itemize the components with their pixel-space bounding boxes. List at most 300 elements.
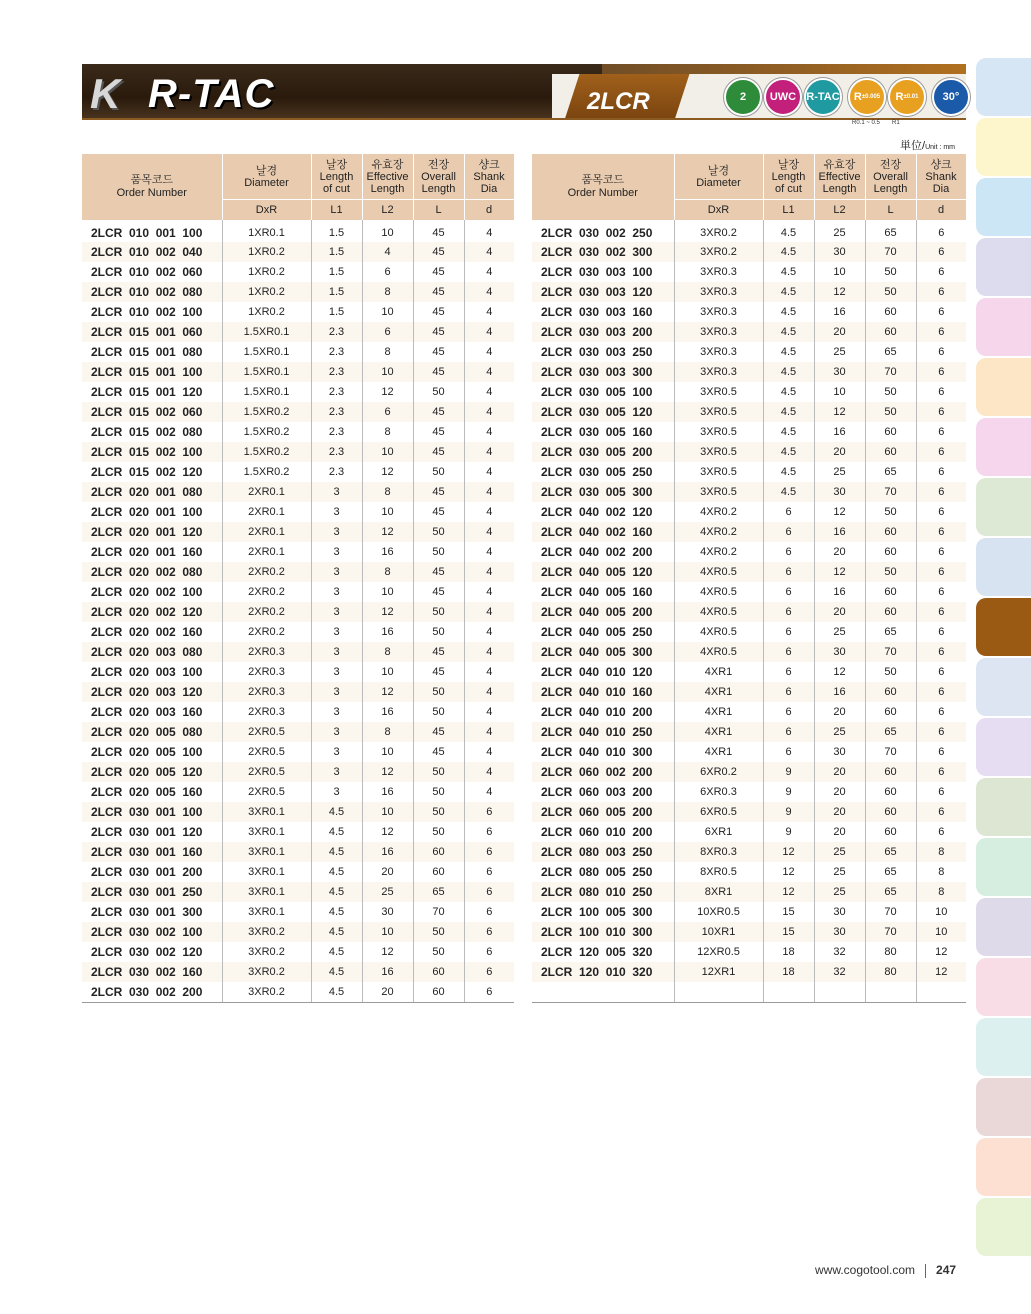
shank-dia-cell: 6 bbox=[938, 666, 945, 678]
table-row bbox=[82, 582, 514, 602]
spec-table-left bbox=[82, 154, 515, 1003]
diameter-cell: 3XR0.3 bbox=[674, 342, 763, 362]
effective-length-cell: 12 bbox=[362, 522, 413, 542]
length-of-cut-cell: 6 bbox=[763, 642, 814, 662]
side-tab-8[interactable] bbox=[976, 478, 1031, 536]
shank-dia-cell: 4 bbox=[486, 466, 493, 478]
badge-label: R bbox=[853, 91, 862, 103]
effective-length-cell: 16 bbox=[362, 842, 413, 862]
overall-length-cell: 45 bbox=[413, 562, 464, 582]
sub-header-dxr: DxR bbox=[222, 200, 311, 221]
order-number-cell: 2LCR 120 005 320 bbox=[532, 942, 674, 962]
shank-dia-cell: 6 bbox=[938, 406, 945, 418]
badge-label: 2 bbox=[739, 91, 747, 103]
table-row bbox=[82, 282, 514, 302]
sub-header-d: d bbox=[916, 200, 966, 221]
length-of-cut-cell: 6 bbox=[763, 522, 814, 542]
shank-dia-cell: 6 bbox=[938, 726, 945, 738]
sub-header-dxr: DxR bbox=[674, 200, 763, 221]
length-of-cut-cell: 6 bbox=[763, 502, 814, 522]
length-of-cut-cell: 6 bbox=[763, 662, 814, 682]
order-number-cell: 2LCR 020 003 120 bbox=[82, 682, 222, 702]
effective-length-cell: 16 bbox=[362, 702, 413, 722]
order-number-cell: 2LCR 010 002 040 bbox=[82, 242, 222, 262]
length-of-cut-cell: 4.5 bbox=[311, 822, 362, 842]
shank-dia-cell: 4 bbox=[486, 446, 493, 458]
overall-length-cell: 50 bbox=[865, 382, 916, 402]
diameter-cell: 12XR1 bbox=[674, 962, 763, 982]
shank-dia-cell: 4 bbox=[486, 346, 493, 358]
length-of-cut-cell: 4.5 bbox=[311, 882, 362, 902]
header-banner bbox=[82, 64, 966, 126]
shank-dia-cell: 6 bbox=[938, 606, 945, 618]
effective-length-cell: 8 bbox=[362, 722, 413, 742]
unit-small: Unit : mm bbox=[925, 144, 956, 151]
table-row bbox=[82, 382, 514, 402]
diameter-cell: 6XR0.2 bbox=[674, 762, 763, 782]
diameter-cell: 4XR0.5 bbox=[674, 602, 763, 622]
diameter-cell: 2XR0.2 bbox=[222, 622, 311, 642]
order-number-cell: 2LCR 060 002 200 bbox=[532, 762, 674, 782]
coating-icon bbox=[804, 78, 842, 116]
effective-length-cell: 10 bbox=[362, 922, 413, 942]
overall-length-cell: 70 bbox=[865, 642, 916, 662]
effective-length-cell: 25 bbox=[814, 342, 865, 362]
order-number-cell: 2LCR 015 001 060 bbox=[82, 322, 222, 342]
footer bbox=[815, 1263, 956, 1278]
table-row bbox=[82, 422, 514, 442]
length-of-cut-cell: 15 bbox=[763, 902, 814, 922]
shank-dia-cell: 4 bbox=[486, 266, 493, 278]
side-tab-13[interactable] bbox=[976, 778, 1031, 836]
table-row bbox=[82, 962, 514, 982]
effective-length-cell: 25 bbox=[814, 722, 865, 742]
overall-length-header: 전장 Overall Length bbox=[413, 154, 464, 200]
shank-dia-cell: 6 bbox=[938, 646, 945, 658]
diameter-cell: 3XR0.2 bbox=[222, 962, 311, 982]
website-link[interactable]: www.cogotool.com bbox=[815, 1263, 916, 1277]
order-number-cell: 2LCR 020 005 120 bbox=[82, 762, 222, 782]
unit-label bbox=[900, 137, 955, 153]
order-number-cell: 2LCR 020 005 160 bbox=[82, 782, 222, 802]
length-of-cut-cell: 4.5 bbox=[311, 802, 362, 822]
order-number-cell: 2LCR 030 005 200 bbox=[532, 442, 674, 462]
table-row bbox=[82, 902, 514, 922]
diameter-cell: 3XR0.1 bbox=[222, 882, 311, 902]
shank-dia-cell: 4 bbox=[486, 227, 493, 239]
shank-dia-cell: 10 bbox=[935, 926, 948, 938]
length-of-cut-cell: 3 bbox=[311, 682, 362, 702]
order-number-cell: 2LCR 015 002 060 bbox=[82, 402, 222, 422]
table-row bbox=[532, 722, 966, 742]
order-number-cell: 2LCR 030 003 160 bbox=[532, 302, 674, 322]
order-number-cell: 2LCR 015 002 080 bbox=[82, 422, 222, 442]
shank-dia-cell: 4 bbox=[486, 646, 493, 658]
order-number-cell: 2LCR 030 002 200 bbox=[82, 982, 222, 1003]
side-tab-7[interactable] bbox=[976, 418, 1031, 476]
footer-divider bbox=[925, 1264, 926, 1278]
side-tab-15[interactable] bbox=[976, 898, 1031, 956]
effective-length-cell: 20 bbox=[814, 322, 865, 342]
diameter-cell: 1.5XR0.2 bbox=[222, 442, 311, 462]
table-row bbox=[532, 822, 966, 842]
sub-header-l: L bbox=[413, 200, 464, 221]
diameter-cell: 2XR0.1 bbox=[222, 522, 311, 542]
effective-length-cell: 20 bbox=[814, 762, 865, 782]
effective-length-cell: 30 bbox=[814, 362, 865, 382]
shank-dia-cell: 10 bbox=[935, 906, 948, 918]
effective-length-cell: 12 bbox=[362, 822, 413, 842]
diameter-cell: 2XR0.3 bbox=[222, 662, 311, 682]
table-row bbox=[532, 762, 966, 782]
diameter-cell: 3XR0.1 bbox=[222, 862, 311, 882]
table-row bbox=[532, 682, 966, 702]
effective-length-cell: 20 bbox=[814, 802, 865, 822]
order-number-cell: 2LCR 015 002 100 bbox=[82, 442, 222, 462]
overall-length-cell: 60 bbox=[865, 582, 916, 602]
effective-length-cell: 6 bbox=[362, 402, 413, 422]
diameter-cell: 4XR1 bbox=[674, 662, 763, 682]
shank-dia-cell: 6 bbox=[486, 966, 493, 978]
order-number-cell: 2LCR 080 010 250 bbox=[532, 882, 674, 902]
order-number-cell: 2LCR 040 005 250 bbox=[532, 622, 674, 642]
radius-icon bbox=[848, 78, 886, 116]
side-tab-2[interactable] bbox=[976, 118, 1031, 176]
length-of-cut-cell: 12 bbox=[763, 842, 814, 862]
effective-length-header: 유효장 Effective Length bbox=[362, 154, 413, 200]
order-number-cell: 2LCR 030 003 120 bbox=[532, 282, 674, 302]
order-number-cell: 2LCR 100 010 300 bbox=[532, 922, 674, 942]
effective-length-cell: 12 bbox=[362, 682, 413, 702]
side-tab-6[interactable] bbox=[976, 358, 1031, 416]
table-row bbox=[532, 982, 966, 1003]
order-number-cell: 2LCR 040 010 300 bbox=[532, 742, 674, 762]
length-of-cut-cell: 3 bbox=[311, 582, 362, 602]
order-number-cell: 2LCR 040 005 200 bbox=[532, 602, 674, 622]
diameter-cell: 4XR1 bbox=[674, 702, 763, 722]
shank-dia-cell: 6 bbox=[938, 486, 945, 498]
length-of-cut-cell: 4.5 bbox=[763, 322, 814, 342]
shank-dia-cell: 6 bbox=[486, 946, 493, 958]
diameter-cell: 3XR0.3 bbox=[674, 322, 763, 342]
overall-length-cell: 60 bbox=[413, 962, 464, 982]
sub-header-l2: L2 bbox=[362, 200, 413, 221]
diameter-cell: 8XR0.5 bbox=[674, 862, 763, 882]
table-row bbox=[532, 322, 966, 342]
diameter-cell: 10XR1 bbox=[674, 922, 763, 942]
length-of-cut-cell: 18 bbox=[763, 942, 814, 962]
overall-length-cell: 45 bbox=[413, 482, 464, 502]
effective-length-cell: 8 bbox=[362, 482, 413, 502]
badge-tolerance: ±0.005 bbox=[861, 94, 881, 100]
overall-length-cell: 60 bbox=[413, 842, 464, 862]
overall-length-cell: 45 bbox=[413, 582, 464, 602]
table-row bbox=[82, 220, 514, 242]
order-number-cell: 2LCR 030 001 300 bbox=[82, 902, 222, 922]
order-number-cell: 2LCR 015 001 100 bbox=[82, 362, 222, 382]
effective-length-cell: 16 bbox=[814, 302, 865, 322]
effective-length-cell: 25 bbox=[814, 862, 865, 882]
brand-k-logo: K bbox=[90, 70, 121, 117]
table-row bbox=[82, 462, 514, 482]
shank-dia-cell: 6 bbox=[486, 906, 493, 918]
order-number-cell: 2LCR 020 003 100 bbox=[82, 662, 222, 682]
overall-length-cell: 65 bbox=[865, 882, 916, 902]
order-number-cell: 2LCR 020 001 100 bbox=[82, 502, 222, 522]
table-row bbox=[82, 762, 514, 782]
table-row bbox=[532, 262, 966, 282]
diameter-cell: 4XR0.5 bbox=[674, 642, 763, 662]
order-number-cell: 2LCR 040 005 160 bbox=[532, 582, 674, 602]
length-of-cut-cell: 18 bbox=[763, 962, 814, 982]
diameter-header: 날경 Diameter bbox=[674, 154, 763, 200]
overall-length-cell: 45 bbox=[413, 342, 464, 362]
effective-length-cell: 25 bbox=[814, 622, 865, 642]
length-of-cut-cell: 1.5 bbox=[311, 220, 362, 242]
diameter-cell: 6XR0.5 bbox=[674, 802, 763, 822]
shank-dia-cell: 4 bbox=[486, 426, 493, 438]
length-of-cut-header: 날장 Length of cut bbox=[763, 154, 814, 200]
table-row bbox=[82, 542, 514, 562]
uwc-icon bbox=[764, 78, 802, 116]
diameter-cell: 2XR0.5 bbox=[222, 722, 311, 742]
overall-length-cell: 45 bbox=[413, 362, 464, 382]
length-of-cut-cell: 3 bbox=[311, 702, 362, 722]
overall-length-cell: 60 bbox=[865, 822, 916, 842]
effective-length-cell: 20 bbox=[814, 602, 865, 622]
shank-dia-header: 샹크 Shank Dia bbox=[464, 154, 514, 200]
length-of-cut-cell: 4.5 bbox=[311, 842, 362, 862]
effective-length-cell: 10 bbox=[362, 802, 413, 822]
length-of-cut-cell: 6 bbox=[763, 702, 814, 722]
overall-length-cell: 80 bbox=[865, 942, 916, 962]
effective-length-cell: 12 bbox=[814, 282, 865, 302]
shank-dia-cell: 4 bbox=[486, 406, 493, 418]
side-tab-19[interactable] bbox=[976, 1138, 1031, 1196]
table-row bbox=[532, 842, 966, 862]
side-tab-12[interactable] bbox=[976, 718, 1031, 776]
order-number-cell: 2LCR 010 002 080 bbox=[82, 282, 222, 302]
length-of-cut-header: 날장 Length of cut bbox=[311, 154, 362, 200]
table-row bbox=[532, 242, 966, 262]
overall-length-header: 전장 Overall Length bbox=[865, 154, 916, 200]
shank-dia-cell: 4 bbox=[486, 546, 493, 558]
table-row bbox=[532, 882, 966, 902]
table-row bbox=[82, 682, 514, 702]
table-row bbox=[532, 362, 966, 382]
order-number-cell bbox=[532, 982, 674, 1003]
diameter-cell: 1.5XR0.2 bbox=[222, 402, 311, 422]
side-tab-1[interactable] bbox=[976, 58, 1031, 116]
table-row bbox=[532, 422, 966, 442]
effective-length-cell: 20 bbox=[362, 862, 413, 882]
diameter-cell: 6XR1 bbox=[674, 822, 763, 842]
overall-length-cell: 50 bbox=[865, 262, 916, 282]
shank-dia-cell: 4 bbox=[486, 486, 493, 498]
table-row bbox=[532, 782, 966, 802]
diameter-cell: 2XR0.3 bbox=[222, 702, 311, 722]
overall-length-cell: 45 bbox=[413, 220, 464, 242]
length-of-cut-cell: 6 bbox=[763, 562, 814, 582]
shank-dia-cell: 6 bbox=[938, 526, 945, 538]
table-row bbox=[82, 742, 514, 762]
overall-length-cell: 65 bbox=[865, 842, 916, 862]
order-number-cell: 2LCR 020 001 120 bbox=[82, 522, 222, 542]
overall-length-cell: 60 bbox=[865, 782, 916, 802]
order-number-cell: 2LCR 030 005 300 bbox=[532, 482, 674, 502]
side-tab-5[interactable] bbox=[976, 298, 1031, 356]
side-tab-10[interactable] bbox=[976, 598, 1031, 656]
shank-dia-cell: 4 bbox=[486, 246, 493, 258]
diameter-cell: 3XR0.5 bbox=[674, 422, 763, 442]
overall-length-cell: 45 bbox=[413, 442, 464, 462]
order-number-cell: 2LCR 040 002 120 bbox=[532, 502, 674, 522]
diameter-cell: 3XR0.2 bbox=[222, 922, 311, 942]
effective-length-cell: 12 bbox=[362, 942, 413, 962]
table-row bbox=[532, 802, 966, 822]
length-of-cut-cell: 2.3 bbox=[311, 422, 362, 442]
diameter-cell: 1.5XR0.1 bbox=[222, 342, 311, 362]
table-row bbox=[532, 602, 966, 622]
length-of-cut-cell: 3 bbox=[311, 662, 362, 682]
shank-dia-cell: 6 bbox=[486, 806, 493, 818]
side-tab-17[interactable] bbox=[976, 1018, 1031, 1076]
length-of-cut-cell: 4.5 bbox=[763, 482, 814, 502]
effective-length-cell: 16 bbox=[362, 782, 413, 802]
order-number-cell: 2LCR 060 010 200 bbox=[532, 822, 674, 842]
side-tab-3[interactable] bbox=[976, 178, 1031, 236]
order-number-cell: 2LCR 020 003 080 bbox=[82, 642, 222, 662]
diameter-cell: 4XR0.2 bbox=[674, 502, 763, 522]
overall-length-cell: 65 bbox=[865, 462, 916, 482]
diameter-cell: 2XR0.2 bbox=[222, 582, 311, 602]
table-row bbox=[532, 502, 966, 522]
diameter-cell: 12XR0.5 bbox=[674, 942, 763, 962]
order-number-cell: 2LCR 015 001 080 bbox=[82, 342, 222, 362]
shank-dia-cell: 6 bbox=[938, 626, 945, 638]
table-row bbox=[82, 602, 514, 622]
diameter-cell: 4XR0.5 bbox=[674, 622, 763, 642]
order-number-cell: 2LCR 020 001 080 bbox=[82, 482, 222, 502]
overall-length-cell: 70 bbox=[865, 482, 916, 502]
side-tab-18[interactable] bbox=[976, 1078, 1031, 1136]
effective-length-cell: 12 bbox=[814, 662, 865, 682]
spec-table-right bbox=[532, 154, 967, 1003]
overall-length-cell: 65 bbox=[413, 882, 464, 902]
overall-length-cell: 50 bbox=[865, 402, 916, 422]
length-of-cut-cell: 4.5 bbox=[311, 922, 362, 942]
order-number-cell: 2LCR 030 003 300 bbox=[532, 362, 674, 382]
effective-length-cell: 20 bbox=[814, 782, 865, 802]
shank-dia-cell: 4 bbox=[486, 746, 493, 758]
order-number-cell: 2LCR 030 001 120 bbox=[82, 822, 222, 842]
order-number-cell: 2LCR 030 002 100 bbox=[82, 922, 222, 942]
side-tab-9[interactable] bbox=[976, 538, 1031, 596]
shank-dia-cell: 4 bbox=[486, 326, 493, 338]
shank-dia-cell: 4 bbox=[486, 566, 493, 578]
table-row bbox=[82, 982, 514, 1003]
length-of-cut-cell: 4.5 bbox=[763, 362, 814, 382]
diameter-cell: 2XR0.1 bbox=[222, 502, 311, 522]
diameter-cell: 2XR0.2 bbox=[222, 602, 311, 622]
table-row bbox=[532, 402, 966, 422]
shank-dia-cell: 8 bbox=[938, 886, 945, 898]
badge-label: UWC bbox=[769, 91, 797, 103]
diameter-cell: 1.5XR0.2 bbox=[222, 462, 311, 482]
shank-dia-cell: 6 bbox=[938, 346, 945, 358]
shank-dia-cell: 4 bbox=[486, 686, 493, 698]
effective-length-cell: 16 bbox=[814, 422, 865, 442]
overall-length-cell: 50 bbox=[413, 542, 464, 562]
overall-length-cell: 70 bbox=[865, 362, 916, 382]
shank-dia-cell: 6 bbox=[486, 926, 493, 938]
diameter-cell: 1.5XR0.1 bbox=[222, 322, 311, 342]
order-number-cell: 2LCR 040 005 120 bbox=[532, 562, 674, 582]
effective-length-cell: 20 bbox=[814, 542, 865, 562]
effective-length-cell: 20 bbox=[814, 702, 865, 722]
length-of-cut-cell bbox=[763, 982, 814, 1003]
table-row bbox=[82, 922, 514, 942]
shank-dia-cell: 6 bbox=[938, 326, 945, 338]
length-of-cut-cell: 2.3 bbox=[311, 322, 362, 342]
length-of-cut-cell: 4.5 bbox=[763, 382, 814, 402]
table-row bbox=[82, 302, 514, 322]
table-row bbox=[532, 282, 966, 302]
shank-dia-cell: 6 bbox=[938, 366, 945, 378]
table-row bbox=[532, 622, 966, 642]
length-of-cut-cell: 4.5 bbox=[763, 342, 814, 362]
shank-dia-cell: 6 bbox=[486, 866, 493, 878]
side-tab-16[interactable] bbox=[976, 958, 1031, 1016]
brand-name: R-TAC bbox=[148, 72, 275, 116]
effective-length-cell: 12 bbox=[814, 402, 865, 422]
overall-length-cell: 70 bbox=[865, 242, 916, 262]
length-of-cut-cell: 4.5 bbox=[763, 462, 814, 482]
overall-length-cell: 80 bbox=[865, 962, 916, 982]
effective-length-cell: 8 bbox=[362, 282, 413, 302]
order-number-header: 품목코드 Order Number bbox=[532, 154, 674, 220]
overall-length-cell: 70 bbox=[865, 922, 916, 942]
length-of-cut-cell: 6 bbox=[763, 542, 814, 562]
overall-length-cell bbox=[865, 982, 916, 1003]
badge-label: R bbox=[895, 91, 904, 103]
effective-length-cell: 25 bbox=[362, 882, 413, 902]
order-number-cell: 2LCR 040 010 250 bbox=[532, 722, 674, 742]
overall-length-cell: 60 bbox=[413, 982, 464, 1003]
length-of-cut-cell: 3 bbox=[311, 602, 362, 622]
table-row bbox=[82, 622, 514, 642]
shank-dia-cell: 4 bbox=[486, 626, 493, 638]
feature-badges bbox=[706, 76, 966, 126]
side-tab-14[interactable] bbox=[976, 838, 1031, 896]
effective-length-cell: 10 bbox=[362, 502, 413, 522]
shank-dia-cell: 4 bbox=[486, 306, 493, 318]
order-number-header: 품목코드 Order Number bbox=[82, 154, 222, 220]
side-tab-11[interactable] bbox=[976, 658, 1031, 716]
effective-length-cell: 16 bbox=[362, 622, 413, 642]
effective-length-cell: 10 bbox=[362, 582, 413, 602]
shank-dia-cell: 6 bbox=[486, 826, 493, 838]
effective-length-cell: 10 bbox=[362, 362, 413, 382]
badge-label: 30° bbox=[942, 91, 960, 103]
diameter-cell: 8XR1 bbox=[674, 882, 763, 902]
length-of-cut-cell: 4.5 bbox=[763, 302, 814, 322]
side-tab-20[interactable] bbox=[976, 1198, 1031, 1256]
order-number-cell: 2LCR 030 001 100 bbox=[82, 802, 222, 822]
length-of-cut-cell: 4.5 bbox=[311, 902, 362, 922]
overall-length-cell: 45 bbox=[413, 662, 464, 682]
side-tab-4[interactable] bbox=[976, 238, 1031, 296]
